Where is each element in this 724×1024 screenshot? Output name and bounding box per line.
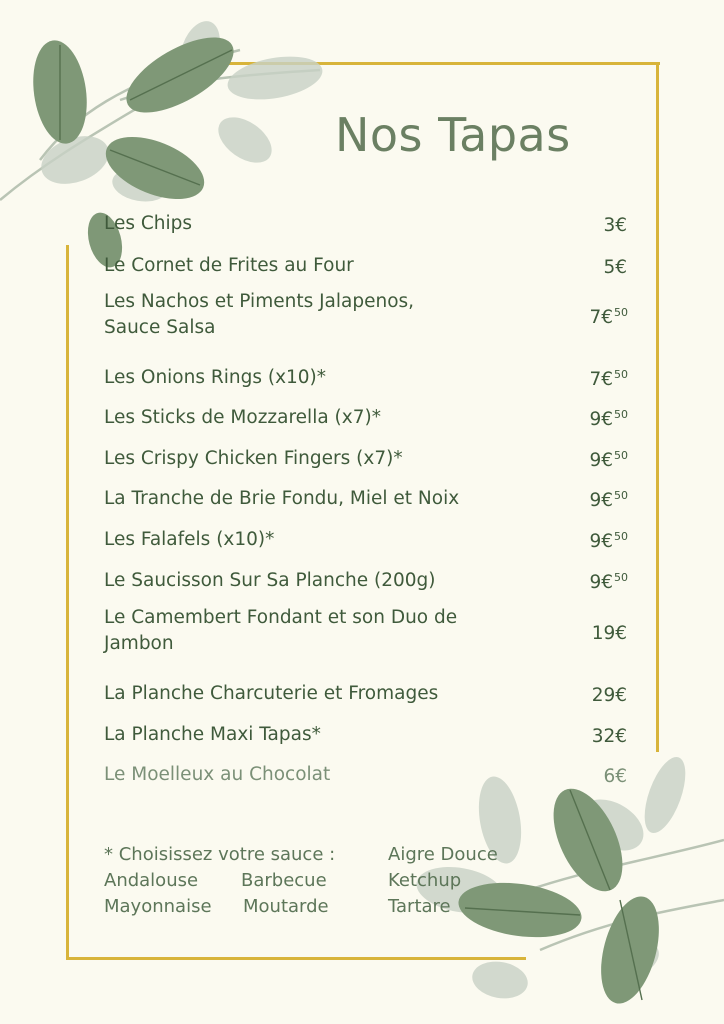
item-name: Les Nachos et Piments Jalapenos, Sauce Salsa (104, 291, 415, 338)
menu-item (104, 678, 628, 709)
item-price: 9€$^{50}$ (589, 530, 628, 552)
sauce-item: Aigre Douce (388, 844, 498, 865)
item-name: La Planche Charcuterie et Fromages (104, 682, 439, 704)
menu-item (104, 605, 628, 657)
item-name: Le Camembert Fondant et son Duo de Jambon (104, 607, 458, 654)
item-name: Les Chips (104, 212, 193, 234)
menu-item (104, 759, 628, 790)
item-price: 9€$^{50}$ (589, 571, 628, 593)
sauce-item: Tartare (388, 896, 451, 917)
menu-item (104, 402, 628, 433)
item-name: Les Sticks de Mozzarella (x7)* (104, 406, 381, 428)
menu-item (104, 719, 628, 750)
frame-left-line (66, 245, 69, 960)
item-price: 9€$^{50}$ (589, 489, 628, 511)
item-name: La Tranche de Brie Fondu, Miel et Noix (104, 487, 460, 509)
sauce-item: Mayonnaise (104, 896, 212, 917)
sauce-item: Ketchup (388, 870, 462, 891)
item-name: Les Onions Rings (x10)* (104, 366, 327, 388)
item-price: 32€ (591, 726, 627, 747)
sauce-item: Moutarde (243, 896, 329, 917)
item-price: 7€$^{50}$ (589, 368, 628, 390)
item-price: 5€ (603, 257, 627, 278)
item-name: Le Moelleux au Chocolat (104, 763, 331, 785)
menu-item (104, 443, 628, 474)
item-price: 9€$^{50}$ (589, 408, 628, 430)
menu-item (104, 483, 628, 514)
item-price: 3€ (603, 215, 627, 236)
menu-item (104, 250, 628, 281)
item-price: 9€$^{50}$ (589, 449, 628, 471)
item-price: 7€$^{50}$ (589, 305, 628, 328)
sauce-intro: * Choisissez votre sauce : (104, 844, 336, 865)
item-name: Le Saucisson Sur Sa Planche (200g) (104, 569, 436, 591)
menu-item (104, 362, 628, 393)
item-price: 19€ (591, 622, 627, 644)
item-name: Les Crispy Chicken Fingers (x7)* (104, 447, 403, 469)
item-name: Le Cornet de Frites au Four (104, 254, 354, 276)
frame-right-line (656, 62, 659, 752)
menu-item (104, 524, 628, 555)
menu-title: Nos Tapas (335, 108, 571, 162)
item-name: La Planche Maxi Tapas* (104, 723, 321, 745)
item-price: 6€ (603, 766, 627, 787)
sauce-item: Andalouse (104, 870, 199, 891)
menu-item (104, 289, 628, 341)
item-name: Les Falafels (x10)* (104, 528, 275, 550)
menu-item (104, 565, 628, 596)
sauce-item: Barbecue (241, 870, 327, 891)
menu-item (104, 208, 628, 239)
item-price: 29€ (591, 685, 627, 706)
